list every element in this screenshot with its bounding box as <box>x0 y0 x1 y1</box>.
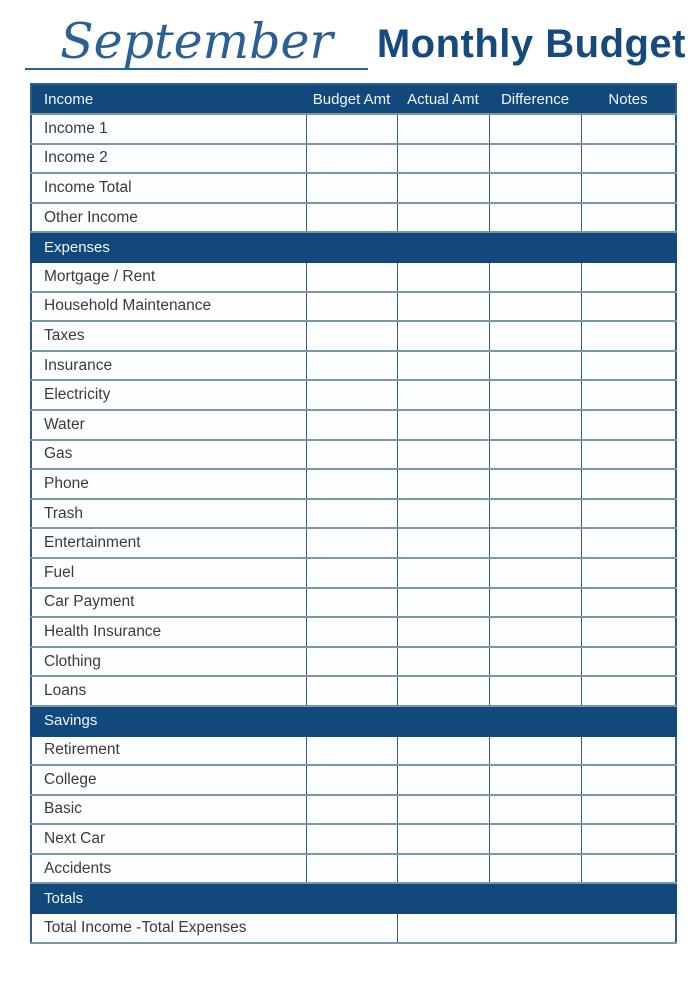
budget-page <box>0 13 700 1006</box>
cell-budget-amt <box>306 380 397 410</box>
cell-budget-amt <box>306 173 397 203</box>
cell-notes <box>581 469 676 499</box>
row-label: Income 1 <box>31 114 306 144</box>
cell-budget-amt <box>306 499 397 529</box>
cell-budget-amt <box>306 795 397 825</box>
budget-row-college <box>31 765 676 795</box>
budget-row-household-maintenance <box>31 292 676 322</box>
budget-row-water <box>31 410 676 440</box>
total-row <box>31 913 676 943</box>
cell-budget-amt <box>306 676 397 706</box>
row-label: Household Maintenance <box>31 292 306 322</box>
cell-difference <box>489 262 581 292</box>
budget-row-car-payment <box>31 588 676 618</box>
budget-row-income-2 <box>31 144 676 174</box>
row-label: Retirement <box>31 736 306 766</box>
cell-notes <box>581 854 676 884</box>
cell-budget-amt <box>306 647 397 677</box>
cell-actual-amt <box>397 528 489 558</box>
budget-row-fuel <box>31 558 676 588</box>
row-label: Trash <box>31 499 306 529</box>
row-label: Gas <box>31 440 306 470</box>
section-row-totals <box>31 883 676 913</box>
cell-difference <box>489 499 581 529</box>
section-row-savings <box>31 706 676 736</box>
cell-budget-amt <box>306 588 397 618</box>
row-label: Income 2 <box>31 144 306 174</box>
cell-actual-amt <box>397 144 489 174</box>
budget-row-income-total <box>31 173 676 203</box>
cell-actual-amt <box>397 795 489 825</box>
cell-notes <box>581 617 676 647</box>
cell-notes <box>581 262 676 292</box>
row-label: Taxes <box>31 321 306 351</box>
column-header-budget-amt: Budget Amt <box>306 84 397 114</box>
cell-difference <box>489 765 581 795</box>
row-label: Basic <box>31 795 306 825</box>
budget-row-basic <box>31 795 676 825</box>
cell-notes <box>581 588 676 618</box>
budget-row-insurance <box>31 351 676 381</box>
column-header-notes: Notes <box>581 84 676 114</box>
cell-actual-amt <box>397 588 489 618</box>
cell-difference <box>489 292 581 322</box>
cell-notes <box>581 292 676 322</box>
cell-difference <box>489 114 581 144</box>
cell-budget-amt <box>306 469 397 499</box>
cell-difference <box>489 824 581 854</box>
cell-difference <box>489 144 581 174</box>
cell-actual-amt <box>397 351 489 381</box>
budget-row-health-insurance <box>31 617 676 647</box>
cell-actual-amt <box>397 499 489 529</box>
cell-actual-amt <box>397 262 489 292</box>
cell-budget-amt <box>306 351 397 381</box>
budget-table-body <box>31 114 676 943</box>
cell-difference <box>489 617 581 647</box>
cell-notes <box>581 173 676 203</box>
cell-budget-amt <box>306 558 397 588</box>
cell-difference <box>489 588 581 618</box>
budget-row-taxes <box>31 321 676 351</box>
cell-notes <box>581 499 676 529</box>
row-label: Car Payment <box>31 588 306 618</box>
total-row-value <box>397 913 676 943</box>
cell-actual-amt <box>397 469 489 499</box>
row-label: Next Car <box>31 824 306 854</box>
cell-budget-amt <box>306 203 397 233</box>
row-label: College <box>31 765 306 795</box>
cell-notes <box>581 203 676 233</box>
cell-notes <box>581 114 676 144</box>
cell-actual-amt <box>397 410 489 440</box>
cell-budget-amt <box>306 617 397 647</box>
cell-budget-amt <box>306 528 397 558</box>
cell-actual-amt <box>397 440 489 470</box>
cell-notes <box>581 351 676 381</box>
cell-actual-amt <box>397 854 489 884</box>
budget-row-trash <box>31 499 676 529</box>
cell-actual-amt <box>397 765 489 795</box>
row-label: Water <box>31 410 306 440</box>
row-label: Other Income <box>31 203 306 233</box>
budget-row-phone <box>31 469 676 499</box>
row-label: Accidents <box>31 854 306 884</box>
cell-difference <box>489 469 581 499</box>
budget-table <box>30 83 677 943</box>
column-header-actual-amt: Actual Amt <box>397 84 489 114</box>
cell-budget-amt <box>306 144 397 174</box>
cell-budget-amt <box>306 114 397 144</box>
budget-row-retirement <box>31 736 676 766</box>
budget-row-electricity <box>31 380 676 410</box>
cell-actual-amt <box>397 173 489 203</box>
cell-difference <box>489 173 581 203</box>
column-header-row <box>31 84 676 114</box>
cell-difference <box>489 203 581 233</box>
row-label: Income Total <box>31 173 306 203</box>
row-label: Fuel <box>31 558 306 588</box>
cell-budget-amt <box>306 410 397 440</box>
page-header <box>25 13 688 70</box>
row-label: Electricity <box>31 380 306 410</box>
cell-budget-amt <box>306 765 397 795</box>
cell-budget-amt <box>306 736 397 766</box>
budget-row-next-car <box>31 824 676 854</box>
cell-notes <box>581 528 676 558</box>
cell-notes <box>581 321 676 351</box>
cell-actual-amt <box>397 321 489 351</box>
row-label: Loans <box>31 676 306 706</box>
cell-notes <box>581 647 676 677</box>
section-header-expenses: Expenses <box>31 232 676 262</box>
total-row-label: Total Income -Total Expenses <box>31 913 397 943</box>
cell-difference <box>489 795 581 825</box>
cell-budget-amt <box>306 321 397 351</box>
cell-actual-amt <box>397 114 489 144</box>
cell-difference <box>489 440 581 470</box>
cell-notes <box>581 144 676 174</box>
cell-actual-amt <box>397 558 489 588</box>
column-header-difference: Difference <box>489 84 581 114</box>
section-header-totals: Totals <box>31 883 676 913</box>
cell-actual-amt <box>397 824 489 854</box>
section-row-expenses <box>31 232 676 262</box>
cell-actual-amt <box>397 617 489 647</box>
cell-difference <box>489 528 581 558</box>
cell-actual-amt <box>397 736 489 766</box>
section-header-savings: Savings <box>31 706 676 736</box>
cell-actual-amt <box>397 292 489 322</box>
cell-notes <box>581 765 676 795</box>
row-label: Insurance <box>31 351 306 381</box>
cell-notes <box>581 380 676 410</box>
cell-actual-amt <box>397 380 489 410</box>
column-header-income: Income <box>31 84 306 114</box>
month-underline-block <box>25 13 368 70</box>
budget-row-other-income <box>31 203 676 233</box>
row-label: Clothing <box>31 647 306 677</box>
cell-budget-amt <box>306 292 397 322</box>
cell-difference <box>489 351 581 381</box>
budget-row-gas <box>31 440 676 470</box>
cell-difference <box>489 380 581 410</box>
cell-notes <box>581 440 676 470</box>
row-label: Health Insurance <box>31 617 306 647</box>
cell-budget-amt <box>306 262 397 292</box>
cell-notes <box>581 824 676 854</box>
budget-row-entertainment <box>31 528 676 558</box>
cell-notes <box>581 736 676 766</box>
budget-row-loans <box>31 676 676 706</box>
cell-budget-amt <box>306 440 397 470</box>
cell-notes <box>581 676 676 706</box>
row-label: Mortgage / Rent <box>31 262 306 292</box>
row-label: Entertainment <box>31 528 306 558</box>
cell-actual-amt <box>397 203 489 233</box>
budget-row-income-1 <box>31 114 676 144</box>
cell-notes <box>581 410 676 440</box>
row-label: Phone <box>31 469 306 499</box>
cell-difference <box>489 321 581 351</box>
page-title: Monthly Budget <box>376 22 686 67</box>
cell-actual-amt <box>397 676 489 706</box>
cell-difference <box>489 676 581 706</box>
cell-budget-amt <box>306 854 397 884</box>
cell-difference <box>489 647 581 677</box>
budget-row-mortgage-rent <box>31 262 676 292</box>
cell-difference <box>489 410 581 440</box>
budget-row-accidents <box>31 854 676 884</box>
cell-budget-amt <box>306 824 397 854</box>
budget-row-clothing <box>31 647 676 677</box>
cell-actual-amt <box>397 647 489 677</box>
cell-notes <box>581 795 676 825</box>
cell-notes <box>581 558 676 588</box>
cell-difference <box>489 736 581 766</box>
cell-difference <box>489 854 581 884</box>
month-title: September <box>60 13 333 70</box>
cell-difference <box>489 558 581 588</box>
